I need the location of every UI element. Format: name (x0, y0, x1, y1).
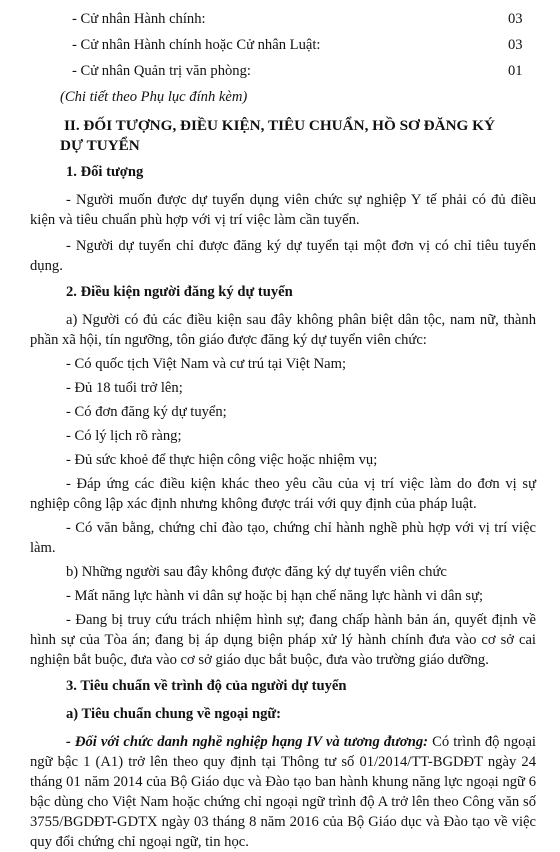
list-item: - Đủ sức khoẻ để thực hiện công việc hoặc nhiệm vụ; (66, 452, 378, 468)
subsection-heading-tieu-chuan: 3. Tiêu chuẩn về trình độ của người dự tuyển (66, 678, 347, 694)
list-item: - Đáp ứng các điều kiện khác theo yêu cầu của vị trí việc làm do đơn vị sự nghiệp công lập xác định nhưng không được trái với quy định của pháp luật. (30, 476, 536, 512)
list-item: - Đang bị truy cứu trách nhiệm hình sự; đang chấp hành bản án, quyết định về hình sự của Tòa án; đang bị áp dụng biện pháp xử lý hành chính đưa vào cơ sở cai nghiện bắt buộc, đưa vào cơ sở giáo dục bắt buộc, đưa vào trường giáo dưỡng. (30, 612, 536, 668)
section-heading-line1: II. ĐỐI TƯỢNG, ĐIỀU KIỆN, TIÊU CHUẨN, HỒ SƠ ĐĂNG KÝ (64, 117, 495, 134)
list-item: - Mất năng lực hành vi dân sự hoặc bị hạn chế năng lực hành vi dân sự; (66, 588, 484, 604)
list-item: - Có quốc tịch Việt Nam và cư trú tại Việt Nam; (66, 356, 346, 372)
quota-label: - Cử nhân Hành chính: (72, 11, 206, 27)
list-item: - Có văn bằng, chứng chỉ đào tạo, chứng chỉ hành nghề phù hợp với vị trí việc làm. (30, 520, 536, 556)
quota-item (0, 58, 560, 84)
quota-count: 01 (508, 63, 523, 79)
subsection-heading-doi-tuong: 1. Đối tượng (66, 164, 144, 180)
sub-heading-ngoai-ngu: a) Tiêu chuẩn chung về ngoại ngữ: (66, 706, 282, 722)
quota-item (0, 32, 560, 58)
paragraph (0, 732, 560, 852)
section-heading-line2: DỰ TUYỂN (60, 137, 140, 154)
section-heading (0, 116, 560, 156)
list-item: - Có lý lịch rõ ràng; (66, 428, 182, 444)
appendix-note: (Chi tiết theo Phụ lục đính kèm) (60, 89, 248, 105)
subsection-heading-dieu-kien: 2. Điều kiện người đăng ký dự tuyển (66, 284, 293, 300)
paragraph: - Người muốn được dự tuyển dụng viên chức sự nghiệp Y tế phải có đủ điều kiện và tiêu chuẩn phù hợp với vị trí việc làm cần tuyển. (30, 192, 536, 228)
list-item: - Có đơn đăng ký dự tuyển; (66, 404, 227, 420)
list-item: - Đủ 18 tuổi trở lên; (66, 380, 183, 396)
paragraph-body: Có trình độ ngoại ngữ bậc 1 (A1) trở lên theo quy định tại Thông tư số 01/2014/TT-BGDĐT ngày 24 tháng 01 năm 2014 của Bộ Giáo dục và Đào tạo ban hành khung năng lực ngoại ngữ 6 bậc dùng cho Việt Nam hoặc chứng chỉ ngoại ngữ trình độ A trở lên theo Công văn số 3755/BGDĐT-GDTX ngày 03 tháng 8 năm 2016 của Bộ Giáo dục và Đào tạo về việc quy đổi chứng chỉ ngoại ngữ, tin học. (30, 734, 536, 850)
paragraph: a) Người có đủ các điều kiện sau đây không phân biệt dân tộc, nam nữ, thành phần xã hội, tín ngưỡng, tôn giáo được đăng ký dự tuyển viên chức: (30, 312, 536, 348)
quota-item (0, 6, 560, 32)
quota-count: 03 (508, 11, 523, 27)
paragraph: - Người dự tuyển chỉ được đăng ký dự tuyển tại một đơn vị có chỉ tiêu tuyển dụng. (30, 238, 536, 274)
paragraph: b) Những người sau đây không được đăng ký dự tuyển viên chức (66, 564, 447, 580)
quota-count: 03 (508, 37, 523, 53)
quota-label: - Cử nhân Quản trị văn phòng: (72, 63, 251, 79)
quota-label: - Cử nhân Hành chính hoặc Cử nhân Luật: (72, 37, 321, 53)
paragraph-lead: - Đối với chức danh nghề nghiệp hạng IV và tương đương: (66, 734, 429, 750)
